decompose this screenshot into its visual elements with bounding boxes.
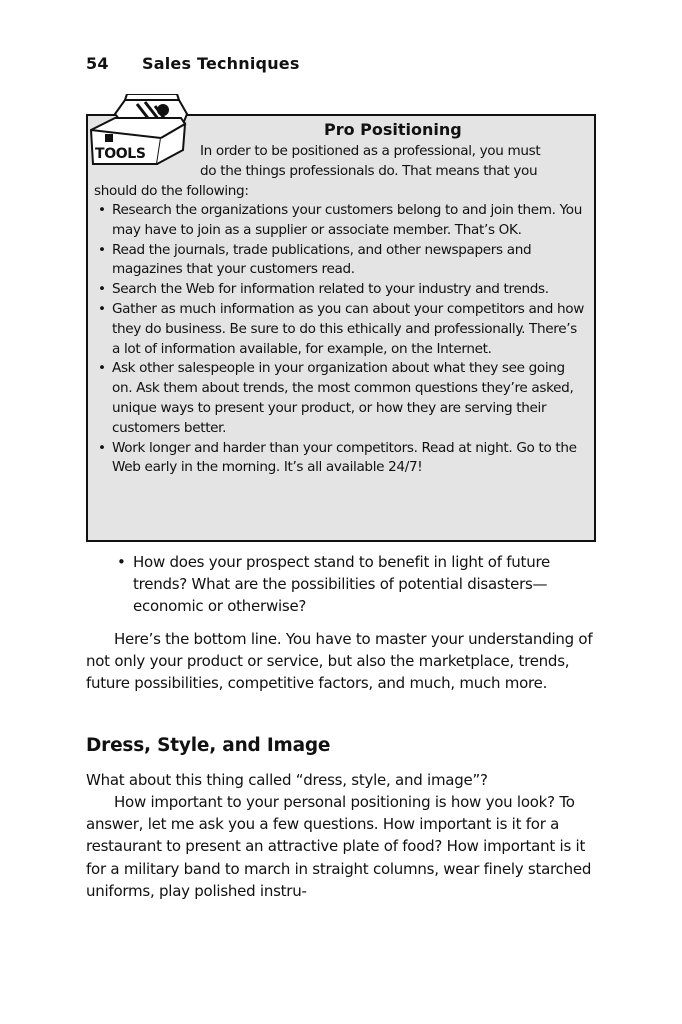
paragraph-dress-body: How important to your personal positioning is how you look? To answer, let me ask you a few questions. How important is it for a restaurant to present an attractive plate of food? How important is it for a military band to march in straight columns, wear finely starched uniforms, play polished instru- — [86, 793, 592, 900]
list-item: • Work longer and harder than your competitors. Read at night. Go to the Web early in the morning. It’s all available 24/7! — [94, 439, 588, 479]
sidebar-intro-line-2: do the things professionals do. That means that you — [200, 163, 538, 179]
toolbox-icon — [85, 94, 195, 166]
running-header — [86, 54, 300, 73]
list-item: • Search the Web for information related to your industry and trends. — [94, 280, 588, 300]
bullet-text: How does your prospect stand to benefit in light of future trends? What are the possibilities of potential disasters—economic or otherwise? — [133, 553, 551, 616]
sidebar-intro-line-1: In order to be positioned as a professional, you must — [200, 143, 541, 159]
paragraph-dress-intro: What about this thing called “dress, style, and image”? — [86, 771, 488, 789]
section-heading: Dress, Style, and Image — [86, 735, 331, 756]
list-item: • Research the organizations your customers belong to and join them. You may have to join as a supplier or associate member. That’s OK. — [94, 201, 588, 241]
paragraph-bottom-line: Here’s the bottom line. You have to master your understanding of not only your product or service, but also the marketplace, trends, future possibilities, competitive factors, and much, much more. — [86, 630, 593, 693]
sidebar-list — [94, 201, 588, 478]
running-title: Sales Techniques — [142, 54, 300, 73]
tools-label: TOOLS — [95, 146, 146, 162]
sidebar-intro-line-3: should do the following: — [94, 183, 249, 199]
page-number: 54 — [86, 54, 109, 73]
list-item: • Read the journals, trade publications, and other newspapers and magazines that your customers read. — [94, 241, 588, 281]
list-item: • Gather as much information as you can about your competitors and how they do business. Be sure to do this ethically and professionally. There’s a lot of information available, for example, on the Internet. — [94, 300, 588, 359]
bullet-icon: • — [117, 553, 126, 571]
body-bullet-item — [115, 551, 595, 618]
sidebar-title: Pro Positioning — [324, 120, 462, 139]
list-item: • Ask other salespeople in your organization about what they see going on. Ask them about trends, the most common questions they’re asked, unique ways to present your product, or how they are serving their customers better. — [94, 359, 588, 438]
pro-positioning-sidebar — [86, 114, 596, 542]
